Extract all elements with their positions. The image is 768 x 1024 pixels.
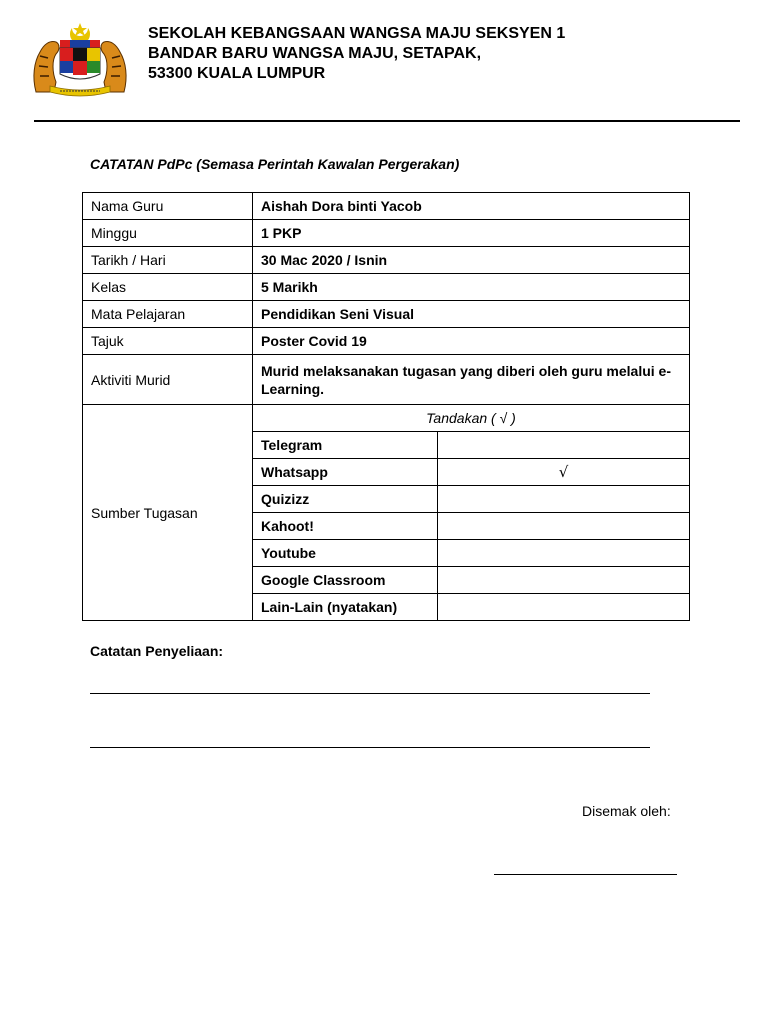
catatan-line-2[interactable] — [90, 747, 650, 748]
sumber-option-name: Kahoot! — [253, 513, 438, 540]
document-title: CATATAN PdPc (Semasa Perintah Kawalan Pergerakan) — [90, 156, 460, 172]
school-postcode-line: 53300 KUALA LUMPUR — [148, 65, 326, 82]
row-label: Mata Pelajaran — [83, 301, 253, 328]
school-address-line: BANDAR BARU WANGSA MAJU, SETAPAK, — [148, 45, 482, 62]
school-header — [148, 24, 565, 84]
row-value: Murid melaksanakan tugasan yang diberi oleh guru melalui e-Learning. — [253, 355, 690, 405]
row-label: Minggu — [83, 220, 253, 247]
tandakan-header: Tandakan ( √ ) — [253, 405, 690, 432]
row-label: Tarikh / Hari — [83, 247, 253, 274]
sumber-option-name: Lain-Lain (nyatakan) — [253, 594, 438, 621]
sumber-option-checkbox[interactable] — [438, 567, 690, 594]
table-row — [83, 328, 690, 355]
row-label: Aktiviti Murid — [83, 355, 253, 405]
signature-line[interactable] — [494, 874, 677, 875]
header-divider — [34, 120, 740, 122]
row-value: Aishah Dora binti Yacob — [253, 193, 690, 220]
sumber-tugasan-label: Sumber Tugasan — [83, 405, 253, 621]
table-row — [83, 220, 690, 247]
catatan-penyeliaan-label: Catatan Penyeliaan: — [90, 643, 224, 659]
row-label: Nama Guru — [83, 193, 253, 220]
table-row — [83, 274, 690, 301]
row-value: Poster Covid 19 — [253, 328, 690, 355]
sumber-option-name: Google Classroom — [253, 567, 438, 594]
disemak-oleh-label: Disemak oleh: — [582, 803, 671, 819]
catatan-line-1[interactable] — [90, 693, 650, 694]
row-label: Tajuk — [83, 328, 253, 355]
sumber-option-checkbox[interactable] — [438, 432, 690, 459]
table-row — [83, 247, 690, 274]
school-name: SEKOLAH KEBANGSAAN WANGSA MAJU SEKSYEN 1 — [148, 25, 566, 42]
row-label: Kelas — [83, 274, 253, 301]
row-value: 5 Marikh — [253, 274, 690, 301]
table-row — [83, 355, 690, 405]
sumber-option-checkbox[interactable] — [438, 486, 690, 513]
sumber-option-checkbox[interactable] — [438, 513, 690, 540]
table-row — [83, 193, 690, 220]
table-row — [83, 405, 690, 432]
pdpc-form-table — [82, 192, 690, 621]
sumber-option-name: Youtube — [253, 540, 438, 567]
sumber-option-checkbox[interactable] — [438, 540, 690, 567]
sumber-option-name: Whatsapp — [253, 459, 438, 486]
row-value: 1 PKP — [253, 220, 690, 247]
sumber-option-checkbox[interactable] — [438, 594, 690, 621]
sumber-option-name: Telegram — [253, 432, 438, 459]
row-value: 30 Mac 2020 / Isnin — [253, 247, 690, 274]
coat-of-arms-icon — [30, 22, 130, 98]
row-value: Pendidikan Seni Visual — [253, 301, 690, 328]
table-row — [83, 301, 690, 328]
sumber-option-name: Quizizz — [253, 486, 438, 513]
sumber-option-checkbox[interactable]: √ — [438, 459, 690, 486]
